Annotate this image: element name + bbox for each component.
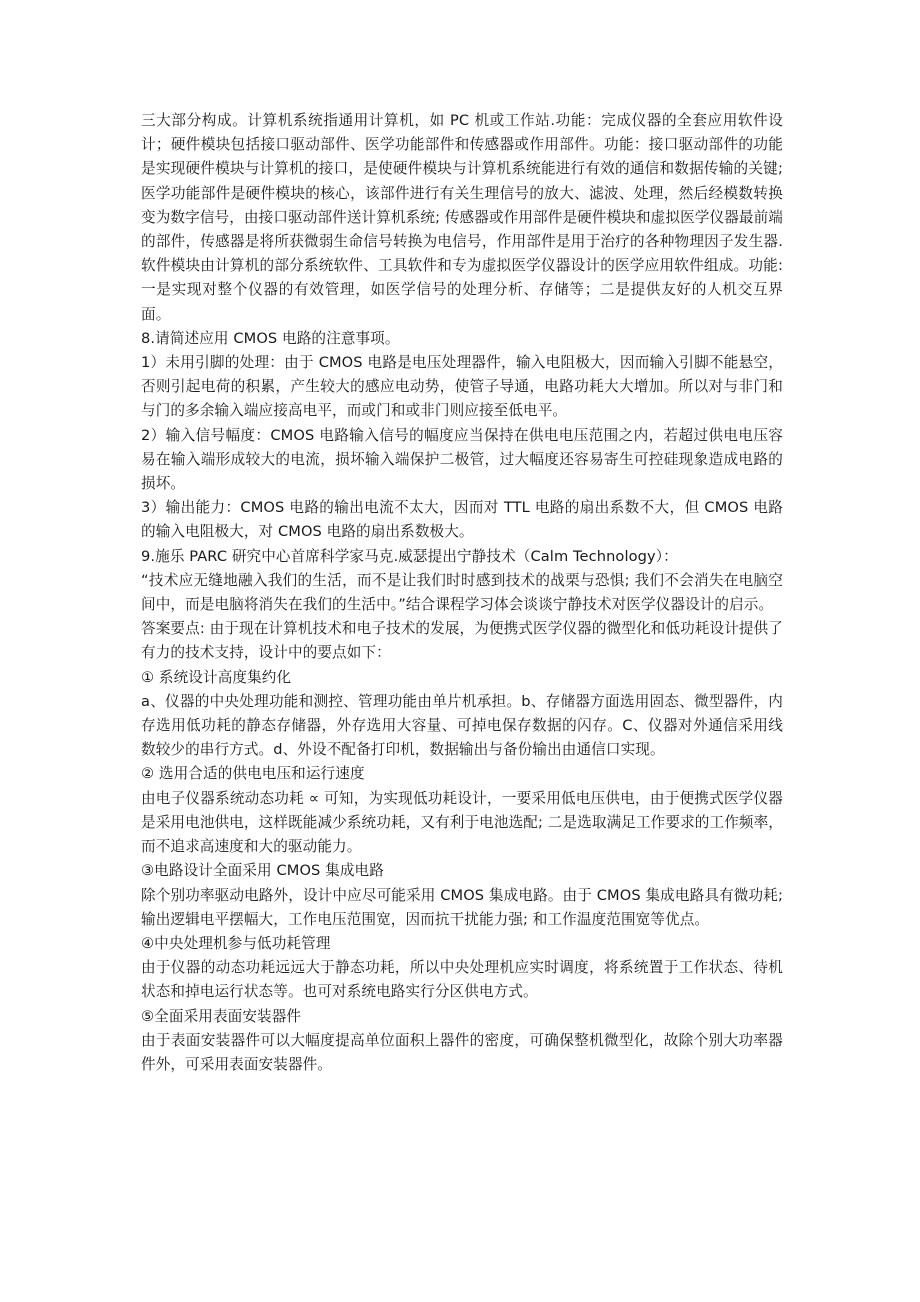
question-9-title: 9.施乐 PARC 研究中心首席科学家马克.威瑟提出宁静技术（Calm Technology）： (141, 547, 678, 565)
question-8-item-1: 1）未用引脚的处理：由于 CMOS 电路是电压处理器件，输入电阻极大，因而输入引脚不能悬空，否则引起电荷的积累，产生较大的感应电动势，使管子导通，电路功耗大大增加。所以对与非门和与门的多余输入端应接高电平，而或门和或非门则应接至低电平。 (141, 354, 783, 420)
question-9-answer-intro: 答案要点: 由于现在计算机技术和电子技术的发展，为便携式医学仪器的微型化和低功耗设计提供了有力的技术支持，设计中的要点如下： (141, 620, 783, 662)
point-5-body: 由于表面安装器件可以大幅度提高单位面积上器件的密度，可确保整机微型化，故除个别大功率器件外，可采用表面安装器件。 (141, 1031, 783, 1073)
point-3-body: 除个别功率驱动电路外，设计中应尽可能采用 CMOS 集成电路。由于 CMOS 集成电路具有微功耗; 输出逻辑电平摆幅大，工作电压范围宽，因而抗干扰能力强; 和工作温度范围宽等优点。 (141, 886, 783, 928)
point-2-body: 由电子仪器系统动态功耗 ∝ 可知，为实现低功耗设计，一要采用低电压供电，由于便携式医学仪器是采用电池供电，这样既能减少系统功耗，又有利于电池选配; 二是选取满足工作要求的工作频率，而不追求高速度和大的驱动能力。 (141, 789, 783, 856)
point-4-title: ④中央处理机参与低功耗管理 (141, 934, 331, 952)
question-8-item-3: 3）输出能力：CMOS 电路的输出电流不太大，因而对 TTL 电路的扇出系数不大，但 CMOS 电路的输入电阻极大，对 CMOS 电路的扇出系数极大。 (141, 499, 783, 541)
point-1-body: a、仪器的中央处理功能和测控、管理功能由单片机承担。b、存储器方面选用固态、微型器件，内存选用低功耗的静态存储器，外存选用大容量、可掉电保存数据的闪存。C、仪器对外通信采用线数较少的串行方式。d、外设不配备打印机，数据输出与备份输出由通信口实现。 (141, 692, 783, 759)
point-3-title: ③电路设计全面采用 CMOS 集成电路 (141, 862, 384, 880)
point-2-title: ② 选用合适的供电电压和运行速度 (141, 765, 365, 783)
point-5-title: ⑤全面采用表面安装器件 (141, 1007, 302, 1025)
point-1-title: ① 系统设计高度集约化 (141, 668, 292, 686)
intro-paragraph: 三大部分构成。计算机系统指通用计算机，如 PC 机或工作站.功能：完成仪器的全套应用软件设计；硬件模块包括接口驱动部件、医学功能部件和传感器或作用部件。功能：接口驱动部件的功能是实现硬件模块与计算机的接口，是使硬件模块与计算机系统能进行有效的通信和数据传输的关键; 医学功能部件是硬件模块的核心，该部件进行有关生理信号的放大、滤波、处理，然后经模数转换变为数字信号，由接口驱动部件送计算机系统; 传感器或作用部件是硬件模块和虚拟医学仪器最前端的部件，传感器是将所获微弱生命信号转换为电信号，作用部件是用于治疗的各种物理因子发生器. 软件模块由计算机的部分系统软件、工具软件和专为虚拟医学仪器设计的医学应用软件组成。功能: 一是实现对整个仪器的有效管理，如医学信号的处理分析、存储等；二是提供友好的人机交互界面。 (141, 112, 783, 323)
question-8-title: 8.请简述应用 CMOS 电路的注意事项。 (141, 329, 400, 347)
point-4-body: 由于仪器的动态功耗远远大于静态功耗，所以中央处理机应实时调度，将系统置于工作状态、待机状态和掉电运行状态等。也可对系统电路实行分区供电方式。 (141, 959, 783, 1001)
question-8-item-2: 2）输入信号幅度：CMOS 电路输入信号的幅度应当保持在供电电压范围之内，若超过供电电压容易在输入端形成较大的电流，损坏输入端保护二极管，过大幅度还容易寄生可控硅现象造成电路的损坏。 (141, 426, 783, 493)
document-page (141, 109, 783, 1077)
question-9-quote: “技术应无缝地融入我们的生活，而不是让我们时时感到技术的战栗与恐惧; 我们不会消失在电脑空间中，而是电脑将消失在我们的生活中。”结合课程学习体会谈谈宁静技术对医学仪器设计的启示。 (141, 571, 783, 614)
